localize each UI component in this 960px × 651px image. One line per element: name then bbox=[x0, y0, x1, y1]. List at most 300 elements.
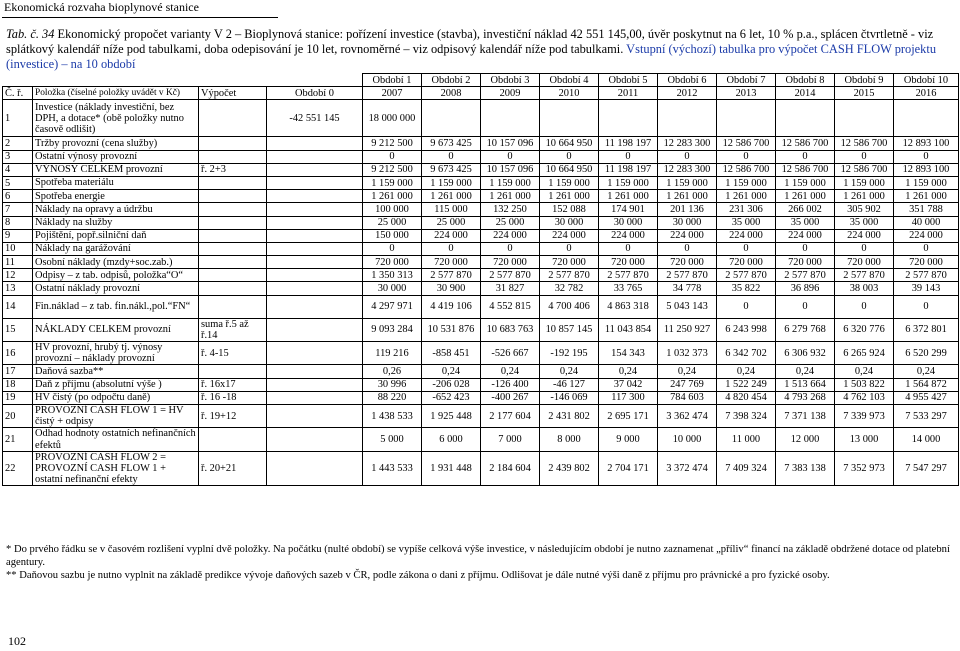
row-value: 0,24 bbox=[481, 365, 540, 378]
table-row bbox=[3, 405, 959, 428]
row-value: 1 261 000 bbox=[422, 190, 481, 203]
row-value: 1 261 000 bbox=[776, 190, 835, 203]
row-value: 12 586 700 bbox=[717, 163, 776, 176]
row-number: 12 bbox=[3, 269, 33, 282]
row-value: 1 261 000 bbox=[658, 190, 717, 203]
row-value: 25 000 bbox=[363, 216, 422, 229]
row-number: 15 bbox=[3, 318, 33, 341]
row-value: 0 bbox=[835, 242, 894, 255]
column-header-row bbox=[3, 87, 959, 100]
row-value: 224 000 bbox=[481, 229, 540, 242]
caption-prefix: Tab. č. 34 bbox=[6, 27, 55, 41]
row-value: 224 000 bbox=[835, 229, 894, 242]
row-value: 12 283 300 bbox=[658, 137, 717, 150]
blank-cell bbox=[267, 74, 363, 87]
row-value: 2 577 870 bbox=[776, 269, 835, 282]
row-value bbox=[481, 100, 540, 137]
row-value: 150 000 bbox=[363, 229, 422, 242]
row-value: 7 000 bbox=[481, 428, 540, 451]
row-value: 14 000 bbox=[894, 428, 959, 451]
footnotes bbox=[6, 543, 954, 583]
row-number: 3 bbox=[3, 150, 33, 163]
row-value: 1 261 000 bbox=[481, 190, 540, 203]
row-value: 1 925 448 bbox=[422, 405, 481, 428]
table-row bbox=[3, 216, 959, 229]
row-value: 0 bbox=[658, 150, 717, 163]
table-row bbox=[3, 295, 959, 318]
row-label: Náklady na opravy a údržbu bbox=[33, 203, 199, 216]
row-value: 7 371 138 bbox=[776, 405, 835, 428]
row-value: 0 bbox=[422, 150, 481, 163]
column-header: 2012 bbox=[658, 87, 717, 100]
table-row bbox=[3, 190, 959, 203]
table-row bbox=[3, 365, 959, 378]
row-value bbox=[267, 137, 363, 150]
row-value: 7 398 324 bbox=[717, 405, 776, 428]
row-value bbox=[835, 100, 894, 137]
row-value: 88 220 bbox=[363, 391, 422, 404]
row-value: 720 000 bbox=[540, 256, 599, 269]
row-value: 6 265 924 bbox=[835, 342, 894, 365]
row-value: 720 000 bbox=[363, 256, 422, 269]
row-value: 266 002 bbox=[776, 203, 835, 216]
row-formula bbox=[199, 216, 267, 229]
row-value: 0 bbox=[776, 150, 835, 163]
row-formula bbox=[199, 100, 267, 137]
row-label: Spotřeba materiálu bbox=[33, 176, 199, 189]
row-value: 6 342 702 bbox=[717, 342, 776, 365]
row-value: 10 157 096 bbox=[481, 163, 540, 176]
row-formula bbox=[199, 176, 267, 189]
row-value: 30 000 bbox=[658, 216, 717, 229]
table-row bbox=[3, 318, 959, 341]
row-value: 0 bbox=[717, 150, 776, 163]
column-header: 2007 bbox=[363, 87, 422, 100]
table-row bbox=[3, 451, 959, 486]
row-value bbox=[267, 256, 363, 269]
row-value: 1 159 000 bbox=[422, 176, 481, 189]
row-value bbox=[267, 150, 363, 163]
row-value: 6 306 932 bbox=[776, 342, 835, 365]
column-header: 2010 bbox=[540, 87, 599, 100]
row-label: Odpisy – z tab. odpisů, položka“O“ bbox=[33, 269, 199, 282]
row-value bbox=[267, 378, 363, 391]
row-value: 152 088 bbox=[540, 203, 599, 216]
row-value bbox=[776, 100, 835, 137]
period-header: Období 9 bbox=[835, 74, 894, 87]
row-value bbox=[540, 100, 599, 137]
row-value: 7 339 973 bbox=[835, 405, 894, 428]
row-value: 224 000 bbox=[894, 229, 959, 242]
row-label: Náklady na garážování bbox=[33, 242, 199, 255]
row-value: 0 bbox=[540, 150, 599, 163]
row-value: 0 bbox=[540, 242, 599, 255]
row-value: -526 667 bbox=[481, 342, 540, 365]
caption-link: Vstupní (výchozí) tabulka pro výpočet CASH FLOW projektu (investice) – na 10 období bbox=[6, 42, 937, 72]
row-value: 720 000 bbox=[599, 256, 658, 269]
period-header: Období 10 bbox=[894, 74, 959, 87]
row-value: 0,24 bbox=[717, 365, 776, 378]
row-value: 720 000 bbox=[835, 256, 894, 269]
table-row bbox=[3, 256, 959, 269]
row-value: 2 577 870 bbox=[894, 269, 959, 282]
row-value: 1 159 000 bbox=[894, 176, 959, 189]
row-value: 231 306 bbox=[717, 203, 776, 216]
row-number: 16 bbox=[3, 342, 33, 365]
row-value: 7 533 297 bbox=[894, 405, 959, 428]
row-label: Investice (náklady investiční, bez DPH, a dotace* (obě položky nutno časově odlišit) bbox=[33, 100, 199, 137]
row-value bbox=[267, 242, 363, 255]
row-value: 1 159 000 bbox=[599, 176, 658, 189]
row-label: Fin.náklad – z tab. fin.nákl.,pol.“FN“ bbox=[33, 295, 199, 318]
row-value: 4 762 103 bbox=[835, 391, 894, 404]
row-value: 115 000 bbox=[422, 203, 481, 216]
row-value: 35 822 bbox=[717, 282, 776, 295]
row-formula bbox=[199, 365, 267, 378]
row-number: 18 bbox=[3, 378, 33, 391]
row-value: 1 261 000 bbox=[717, 190, 776, 203]
row-value: 33 765 bbox=[599, 282, 658, 295]
row-value bbox=[717, 100, 776, 137]
row-label: Pojištění, popř.silniční daň bbox=[33, 229, 199, 242]
row-value: 247 769 bbox=[658, 378, 717, 391]
row-value: 32 782 bbox=[540, 282, 599, 295]
row-value: 6 279 768 bbox=[776, 318, 835, 341]
table-row bbox=[3, 229, 959, 242]
row-value: 6 243 998 bbox=[717, 318, 776, 341]
row-value: 1 159 000 bbox=[540, 176, 599, 189]
row-value: 224 000 bbox=[599, 229, 658, 242]
row-value bbox=[267, 203, 363, 216]
column-header: Položka (číselné položky uvádět v Kč) bbox=[33, 87, 199, 100]
period-header: Období 1 bbox=[363, 74, 422, 87]
row-value bbox=[267, 428, 363, 451]
row-value: 11 000 bbox=[717, 428, 776, 451]
blank-cell bbox=[199, 74, 267, 87]
row-value: 4 297 971 bbox=[363, 295, 422, 318]
row-value: 1 261 000 bbox=[540, 190, 599, 203]
row-value: 1 159 000 bbox=[717, 176, 776, 189]
row-value: 4 793 268 bbox=[776, 391, 835, 404]
table-row bbox=[3, 342, 959, 365]
row-value: 0 bbox=[894, 150, 959, 163]
row-value: 10 683 763 bbox=[481, 318, 540, 341]
row-value: 11 250 927 bbox=[658, 318, 717, 341]
row-formula bbox=[199, 256, 267, 269]
row-value bbox=[267, 365, 363, 378]
row-value: 2 577 870 bbox=[599, 269, 658, 282]
row-value: -858 451 bbox=[422, 342, 481, 365]
row-value: 30 900 bbox=[422, 282, 481, 295]
row-value: 720 000 bbox=[658, 256, 717, 269]
row-label: VÝNOSY CELKEM provozní bbox=[33, 163, 199, 176]
row-value: 1 159 000 bbox=[363, 176, 422, 189]
row-number: 11 bbox=[3, 256, 33, 269]
row-label: Daňová sazba** bbox=[33, 365, 199, 378]
row-value: 11 043 854 bbox=[599, 318, 658, 341]
row-label: Náklady na služby bbox=[33, 216, 199, 229]
row-value: 12 586 700 bbox=[776, 163, 835, 176]
row-value: 1 564 872 bbox=[894, 378, 959, 391]
cash-flow-table bbox=[2, 73, 959, 486]
row-value: 12 586 700 bbox=[717, 137, 776, 150]
row-value: 4 863 318 bbox=[599, 295, 658, 318]
row-value: 10 157 096 bbox=[481, 137, 540, 150]
row-value: 11 198 197 bbox=[599, 163, 658, 176]
row-formula bbox=[199, 137, 267, 150]
row-label: Osobní náklady (mzdy+soc.zab.) bbox=[33, 256, 199, 269]
row-value: 10 664 950 bbox=[540, 137, 599, 150]
row-value: 12 283 300 bbox=[658, 163, 717, 176]
row-number: 14 bbox=[3, 295, 33, 318]
table-row bbox=[3, 282, 959, 295]
row-value: 10 531 876 bbox=[422, 318, 481, 341]
table-row bbox=[3, 176, 959, 189]
row-value: 2 577 870 bbox=[658, 269, 717, 282]
row-number: 10 bbox=[3, 242, 33, 255]
row-value: 37 042 bbox=[599, 378, 658, 391]
row-value: 224 000 bbox=[717, 229, 776, 242]
table-row bbox=[3, 378, 959, 391]
row-value: 720 000 bbox=[481, 256, 540, 269]
column-header: Výpočet bbox=[199, 87, 267, 100]
row-value: 13 000 bbox=[835, 428, 894, 451]
row-value: 2 439 802 bbox=[540, 451, 599, 486]
row-value: 201 136 bbox=[658, 203, 717, 216]
row-value: 1 159 000 bbox=[658, 176, 717, 189]
row-number: 1 bbox=[3, 100, 33, 137]
row-value: 30 000 bbox=[599, 216, 658, 229]
row-value: 0 bbox=[835, 295, 894, 318]
row-value: 1 443 533 bbox=[363, 451, 422, 486]
row-value: -42 551 145 bbox=[267, 100, 363, 137]
row-value: 0,24 bbox=[658, 365, 717, 378]
row-formula bbox=[199, 428, 267, 451]
row-number: 13 bbox=[3, 282, 33, 295]
row-value: 4 955 427 bbox=[894, 391, 959, 404]
row-value bbox=[267, 282, 363, 295]
row-value: 1 513 664 bbox=[776, 378, 835, 391]
row-value: 30 000 bbox=[363, 282, 422, 295]
table-row bbox=[3, 150, 959, 163]
page-number: 102 bbox=[8, 634, 26, 648]
row-value: 7 547 297 bbox=[894, 451, 959, 486]
row-value: 1 261 000 bbox=[599, 190, 658, 203]
table-row bbox=[3, 203, 959, 216]
row-value: 0 bbox=[717, 242, 776, 255]
row-value: 7 383 138 bbox=[776, 451, 835, 486]
row-value: 4 820 454 bbox=[717, 391, 776, 404]
row-value: 117 300 bbox=[599, 391, 658, 404]
period-header: Období 2 bbox=[422, 74, 481, 87]
column-header: 2009 bbox=[481, 87, 540, 100]
row-value: 1 159 000 bbox=[835, 176, 894, 189]
row-value: 9 212 500 bbox=[363, 163, 422, 176]
row-value: 4 419 106 bbox=[422, 295, 481, 318]
row-label: Tržby provozní (cena služby) bbox=[33, 137, 199, 150]
row-value: 720 000 bbox=[776, 256, 835, 269]
row-value bbox=[267, 451, 363, 486]
period-header: Období 8 bbox=[776, 74, 835, 87]
column-header: 2016 bbox=[894, 87, 959, 100]
row-value: 2 577 870 bbox=[422, 269, 481, 282]
row-label: Ostatní náklady provozní bbox=[33, 282, 199, 295]
row-value: -206 028 bbox=[422, 378, 481, 391]
row-value: 0 bbox=[481, 150, 540, 163]
row-value: 1 503 822 bbox=[835, 378, 894, 391]
row-value: 18 000 000 bbox=[363, 100, 422, 137]
table-row bbox=[3, 428, 959, 451]
table-caption bbox=[6, 27, 954, 73]
row-value: 38 003 bbox=[835, 282, 894, 295]
row-label: NÁKLADY CELKEM provozní bbox=[33, 318, 199, 341]
row-label: Ostatní výnosy provozní bbox=[33, 150, 199, 163]
row-value: 12 586 700 bbox=[835, 163, 894, 176]
row-value: 2 177 604 bbox=[481, 405, 540, 428]
row-value: 1 261 000 bbox=[835, 190, 894, 203]
row-value: 0,24 bbox=[540, 365, 599, 378]
row-value: 10 000 bbox=[658, 428, 717, 451]
row-value: 1 438 533 bbox=[363, 405, 422, 428]
row-value: -46 127 bbox=[540, 378, 599, 391]
row-label: Spotřeba energie bbox=[33, 190, 199, 203]
row-value bbox=[267, 229, 363, 242]
row-value: 2 431 802 bbox=[540, 405, 599, 428]
row-value: 0,24 bbox=[422, 365, 481, 378]
header-rule bbox=[2, 17, 278, 18]
row-formula bbox=[199, 229, 267, 242]
row-value: 3 372 474 bbox=[658, 451, 717, 486]
row-value: 12 586 700 bbox=[776, 137, 835, 150]
row-value: 1 350 313 bbox=[363, 269, 422, 282]
row-number: 6 bbox=[3, 190, 33, 203]
row-value: 9 212 500 bbox=[363, 137, 422, 150]
row-formula: suma ř.5 až ř.14 bbox=[199, 318, 267, 341]
row-value: -126 400 bbox=[481, 378, 540, 391]
row-value: 9 673 425 bbox=[422, 163, 481, 176]
row-value: 224 000 bbox=[776, 229, 835, 242]
table-row bbox=[3, 163, 959, 176]
row-number: 22 bbox=[3, 451, 33, 486]
row-value: 0 bbox=[776, 242, 835, 255]
row-value: 1 032 373 bbox=[658, 342, 717, 365]
row-number: 7 bbox=[3, 203, 33, 216]
row-value: 224 000 bbox=[658, 229, 717, 242]
row-value: 4 700 406 bbox=[540, 295, 599, 318]
row-value: 10 857 145 bbox=[540, 318, 599, 341]
row-value: 224 000 bbox=[422, 229, 481, 242]
row-formula bbox=[199, 203, 267, 216]
row-value: -400 267 bbox=[481, 391, 540, 404]
row-number: 8 bbox=[3, 216, 33, 229]
row-number: 2 bbox=[3, 137, 33, 150]
row-value: 2 577 870 bbox=[481, 269, 540, 282]
period-header: Období 5 bbox=[599, 74, 658, 87]
row-number: 17 bbox=[3, 365, 33, 378]
row-formula: ř. 20+21 bbox=[199, 451, 267, 486]
row-label: HV provozní, hrubý tj. výnosy provozní – náklady provozní bbox=[33, 342, 199, 365]
row-number: 19 bbox=[3, 391, 33, 404]
row-value: 6 372 801 bbox=[894, 318, 959, 341]
blank-cell bbox=[3, 74, 33, 87]
row-value: 8 000 bbox=[540, 428, 599, 451]
column-header: 2015 bbox=[835, 87, 894, 100]
row-formula: ř. 16x17 bbox=[199, 378, 267, 391]
row-value: 1 261 000 bbox=[363, 190, 422, 203]
row-value: 0 bbox=[894, 295, 959, 318]
row-value: 784 603 bbox=[658, 391, 717, 404]
row-number: 5 bbox=[3, 176, 33, 189]
row-value: 0 bbox=[835, 150, 894, 163]
row-value: 4 552 815 bbox=[481, 295, 540, 318]
row-value: 119 216 bbox=[363, 342, 422, 365]
row-value: 9 093 284 bbox=[363, 318, 422, 341]
row-value: 6 000 bbox=[422, 428, 481, 451]
row-value: 0,26 bbox=[363, 365, 422, 378]
row-label: HV čistý (po odpočtu daně) bbox=[33, 391, 199, 404]
row-value: 6 320 776 bbox=[835, 318, 894, 341]
row-value: 1 931 448 bbox=[422, 451, 481, 486]
row-value: 132 250 bbox=[481, 203, 540, 216]
row-value: 0 bbox=[658, 242, 717, 255]
row-number: 20 bbox=[3, 405, 33, 428]
row-value: 35 000 bbox=[835, 216, 894, 229]
row-value: 1 261 000 bbox=[894, 190, 959, 203]
row-value bbox=[267, 318, 363, 341]
row-value: 9 673 425 bbox=[422, 137, 481, 150]
table-row bbox=[3, 242, 959, 255]
row-value: 351 788 bbox=[894, 203, 959, 216]
row-value: 34 778 bbox=[658, 282, 717, 295]
row-value: 12 586 700 bbox=[835, 137, 894, 150]
row-value: 0,24 bbox=[894, 365, 959, 378]
row-value: 35 000 bbox=[776, 216, 835, 229]
row-value: 720 000 bbox=[894, 256, 959, 269]
row-value: 5 043 143 bbox=[658, 295, 717, 318]
row-label: Daň z příjmu (absolutní výše ) bbox=[33, 378, 199, 391]
row-formula: ř. 2+3 bbox=[199, 163, 267, 176]
row-value: 12 000 bbox=[776, 428, 835, 451]
row-formula bbox=[199, 242, 267, 255]
row-value: 0 bbox=[776, 295, 835, 318]
row-value: 154 343 bbox=[599, 342, 658, 365]
row-value: 174 901 bbox=[599, 203, 658, 216]
row-value bbox=[267, 405, 363, 428]
row-value bbox=[422, 100, 481, 137]
row-value: 9 000 bbox=[599, 428, 658, 451]
row-label: Odhad hodnoty ostatních nefinančních efektů bbox=[33, 428, 199, 451]
footnote-1: * Do prvého řádku se v časovém rozlišení vyplní dvě položky. Na počátku (nulté období) se vypíše celková výše investice, v následujícím období je nutno zaznamenat „příliv“ financí na základě obdržené dotace od platební agentury. bbox=[6, 544, 950, 569]
row-value: 0,24 bbox=[835, 365, 894, 378]
row-value: 100 000 bbox=[363, 203, 422, 216]
row-value: 0 bbox=[717, 295, 776, 318]
row-value: 2 704 171 bbox=[599, 451, 658, 486]
row-value: 1 159 000 bbox=[481, 176, 540, 189]
row-value: 10 664 950 bbox=[540, 163, 599, 176]
row-value: 2 577 870 bbox=[540, 269, 599, 282]
caption-main: Ekonomický propočet varianty V 2 – Bioplynová stanice: pořízení investice (stavba), investiční náklad 42 551 145,00, úvěr poskytnut na 6 let, 10 % p.a., splácen čtvrtletně - viz splátkový kalendář níže pod tabulkami, doba odepisování je 10 let, rovnoměrné – viz odpisový kalendář níže pod tabulkami. bbox=[6, 27, 934, 57]
row-value: 0,24 bbox=[599, 365, 658, 378]
row-value bbox=[267, 176, 363, 189]
blank-cell bbox=[33, 74, 199, 87]
row-value bbox=[894, 100, 959, 137]
row-value: 30 996 bbox=[363, 378, 422, 391]
row-value: -652 423 bbox=[422, 391, 481, 404]
row-value: 0 bbox=[481, 242, 540, 255]
row-formula bbox=[199, 295, 267, 318]
column-header: Období 0 bbox=[267, 87, 363, 100]
row-value: 5 000 bbox=[363, 428, 422, 451]
